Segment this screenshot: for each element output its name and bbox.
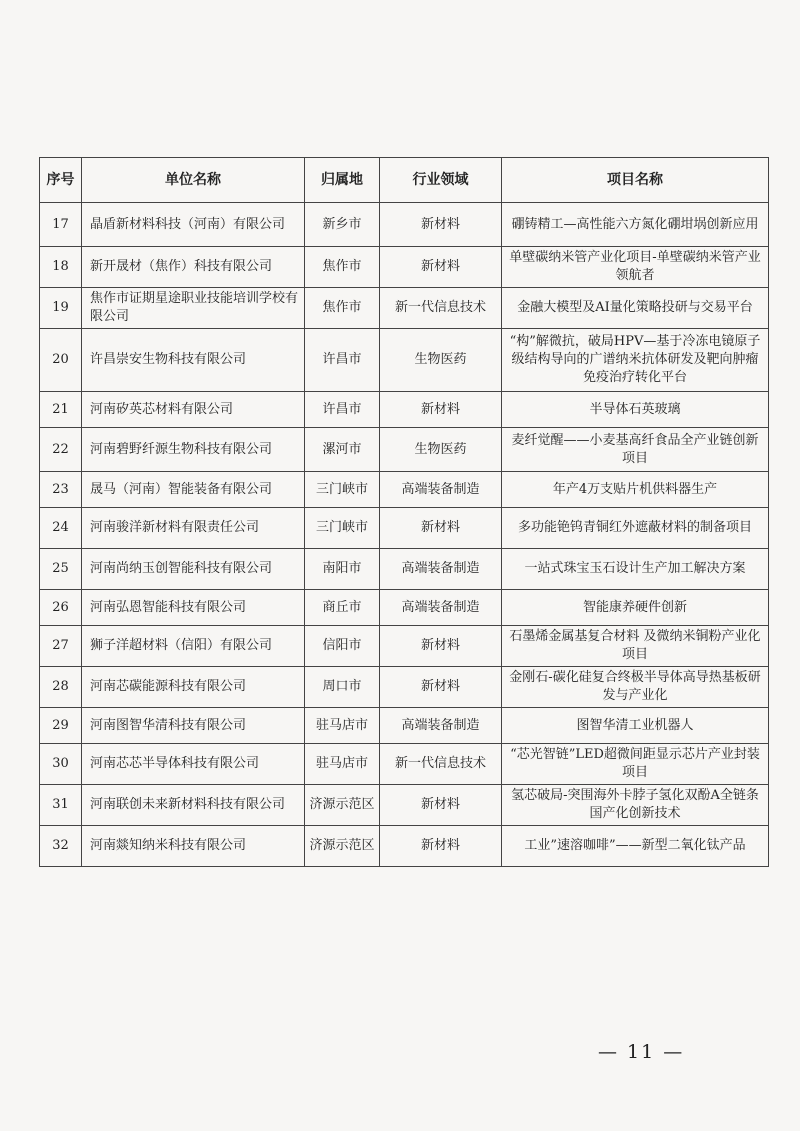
row-industry: 新材料	[380, 826, 502, 867]
row-location: 周口市	[305, 667, 380, 708]
row-location: 驻马店市	[305, 708, 380, 744]
table-row	[40, 785, 769, 826]
row-project-name: “芯光智链”LED超微间距显示芯片产业封装项目	[502, 744, 769, 785]
row-industry: 高端装备制造	[380, 590, 502, 626]
table-row	[40, 626, 769, 667]
row-serial: 19	[40, 288, 82, 329]
table-body	[40, 203, 769, 867]
row-industry: 新材料	[380, 203, 502, 247]
header-serial: 序号	[40, 158, 82, 203]
row-location: 焦作市	[305, 288, 380, 329]
table-row	[40, 667, 769, 708]
row-serial: 20	[40, 329, 82, 392]
row-unit-name: 河南骏洋新材料有限责任公司	[82, 508, 305, 549]
row-project-name: 智能康养硬件创新	[502, 590, 769, 626]
row-project-name: 氢芯破局-突围海外卡脖子氢化双酚A全链条国产化创新技术	[502, 785, 769, 826]
row-project-name: 多功能铯钨青铜红外遮蔽材料的制备项目	[502, 508, 769, 549]
row-industry: 新材料	[380, 247, 502, 288]
row-location: 济源示范区	[305, 826, 380, 867]
row-unit-name: 河南芯碳能源科技有限公司	[82, 667, 305, 708]
row-unit-name: 狮子洋超材料（信阳）有限公司	[82, 626, 305, 667]
row-project-name: 工业”速溶咖啡”——新型二氧化钛产品	[502, 826, 769, 867]
row-location: 许昌市	[305, 392, 380, 428]
row-location: 驻马店市	[305, 744, 380, 785]
row-project-name: 硼铸精工—高性能六方氮化硼坩埚创新应用	[502, 203, 769, 247]
row-unit-name: 晶盾新材料科技（河南）有限公司	[82, 203, 305, 247]
table-row	[40, 826, 769, 867]
row-industry: 新材料	[380, 667, 502, 708]
page-number: — 11 —	[598, 1041, 685, 1063]
row-serial: 21	[40, 392, 82, 428]
header-industry: 行业领域	[380, 158, 502, 203]
row-serial: 22	[40, 428, 82, 472]
row-unit-name: 许昌崇安生物科技有限公司	[82, 329, 305, 392]
header-project-name: 项目名称	[502, 158, 769, 203]
table-row	[40, 508, 769, 549]
row-serial: 17	[40, 203, 82, 247]
header-location: 归属地	[305, 158, 380, 203]
row-unit-name: 河南矽英芯材料有限公司	[82, 392, 305, 428]
table-row	[40, 247, 769, 288]
table-row	[40, 744, 769, 785]
table-row	[40, 549, 769, 590]
row-industry: 高端装备制造	[380, 549, 502, 590]
row-location: 漯河市	[305, 428, 380, 472]
row-industry: 新一代信息技术	[380, 744, 502, 785]
project-table	[39, 157, 769, 867]
row-unit-name: 河南碧野纤源生物科技有限公司	[82, 428, 305, 472]
row-location: 济源示范区	[305, 785, 380, 826]
row-industry: 生物医药	[380, 329, 502, 392]
row-project-name: 金刚石-碳化硅复合终极半导体高导热基板研发与产业化	[502, 667, 769, 708]
row-location: 三门峡市	[305, 508, 380, 549]
row-industry: 新材料	[380, 785, 502, 826]
row-serial: 32	[40, 826, 82, 867]
row-industry: 新材料	[380, 508, 502, 549]
row-serial: 18	[40, 247, 82, 288]
row-serial: 26	[40, 590, 82, 626]
row-project-name: “构”解微抗，破局HPV—基于冷冻电镜原子级结构导向的广谱纳米抗体研发及靶向肿瘤免疫治疗转化平台	[502, 329, 769, 392]
row-unit-name: 河南尚纳玉创智能科技有限公司	[82, 549, 305, 590]
row-serial: 29	[40, 708, 82, 744]
table-row	[40, 590, 769, 626]
row-location: 三门峡市	[305, 472, 380, 508]
row-unit-name: 河南联创未来新材料科技有限公司	[82, 785, 305, 826]
row-unit-name: 新开晟材（焦作）科技有限公司	[82, 247, 305, 288]
row-location: 南阳市	[305, 549, 380, 590]
row-location: 焦作市	[305, 247, 380, 288]
row-serial: 25	[40, 549, 82, 590]
row-project-name: 图智华清工业机器人	[502, 708, 769, 744]
table-row	[40, 203, 769, 247]
row-project-name: 麦纤觉醒——小麦基高纤食品全产业链创新项目	[502, 428, 769, 472]
table-row	[40, 472, 769, 508]
row-location: 新乡市	[305, 203, 380, 247]
table-row	[40, 708, 769, 744]
row-serial: 30	[40, 744, 82, 785]
row-unit-name: 河南图智华清科技有限公司	[82, 708, 305, 744]
row-serial: 24	[40, 508, 82, 549]
row-project-name: 一站式珠宝玉石设计生产加工解决方案	[502, 549, 769, 590]
row-unit-name: 河南弘恩智能科技有限公司	[82, 590, 305, 626]
row-industry: 新材料	[380, 626, 502, 667]
row-project-name: 石墨烯金属基复合材料 及微纳米铜粉产业化项目	[502, 626, 769, 667]
row-industry: 高端装备制造	[380, 708, 502, 744]
row-unit-name: 焦作市证期星途职业技能培训学校有限公司	[82, 288, 305, 329]
row-unit-name: 晟马（河南）智能装备有限公司	[82, 472, 305, 508]
row-project-name: 年产4万支贴片机供料器生产	[502, 472, 769, 508]
row-location: 商丘市	[305, 590, 380, 626]
table-row	[40, 288, 769, 329]
row-industry: 新一代信息技术	[380, 288, 502, 329]
header-unit-name: 单位名称	[82, 158, 305, 203]
row-industry: 生物医药	[380, 428, 502, 472]
row-unit-name: 河南芯芯半导体科技有限公司	[82, 744, 305, 785]
row-serial: 23	[40, 472, 82, 508]
table-row	[40, 329, 769, 392]
row-project-name: 半导体石英玻璃	[502, 392, 769, 428]
row-industry: 高端装备制造	[380, 472, 502, 508]
table-row	[40, 428, 769, 472]
table-header-row	[40, 158, 769, 203]
row-location: 信阳市	[305, 626, 380, 667]
row-industry: 新材料	[380, 392, 502, 428]
row-project-name: 金融大模型及AI量化策略投研与交易平台	[502, 288, 769, 329]
row-serial: 31	[40, 785, 82, 826]
row-serial: 28	[40, 667, 82, 708]
row-location: 许昌市	[305, 329, 380, 392]
row-unit-name: 河南燚知纳米科技有限公司	[82, 826, 305, 867]
row-serial: 27	[40, 626, 82, 667]
row-project-name: 单壁碳纳米管产业化项目-单壁碳纳米管产业领航者	[502, 247, 769, 288]
table-row	[40, 392, 769, 428]
